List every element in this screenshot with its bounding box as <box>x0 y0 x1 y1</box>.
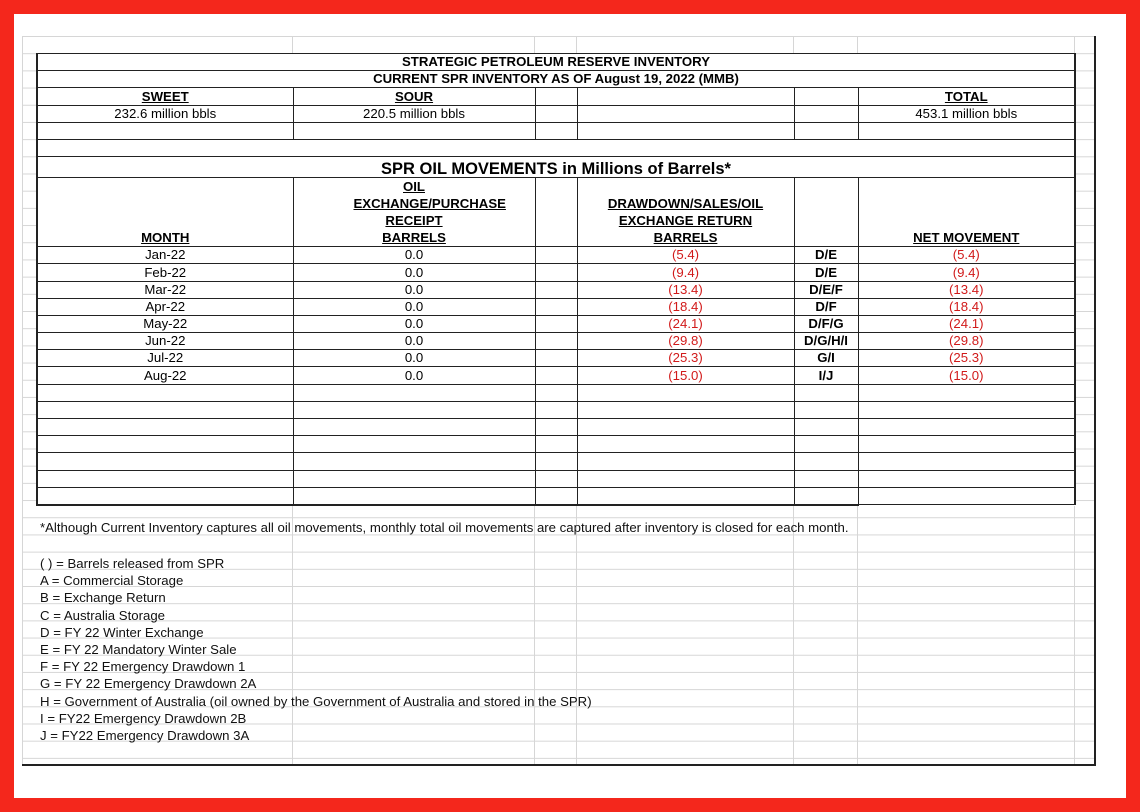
empty-cell <box>577 88 794 105</box>
current-inventory-row <box>37 71 1075 88</box>
month-cell: Jan-22 <box>37 247 293 264</box>
sour-value: 220.5 million bbls <box>293 105 535 122</box>
table-row <box>37 298 1075 315</box>
month-cell: Mar-22 <box>37 281 293 298</box>
blank-row <box>37 436 1075 453</box>
drawdown-cell: (15.0) <box>577 367 794 384</box>
code-cell: D/E <box>794 247 858 264</box>
current-inventory-label: CURRENT SPR INVENTORY AS OF August 19, 2022 (MMB) <box>37 71 1075 88</box>
drawdown-cell: (9.4) <box>577 264 794 281</box>
legend-item: C = Australia Storage <box>40 607 165 623</box>
legend-item: H = Government of Australia (oil owned by the Government of Australia and stored in the SPR) <box>40 693 592 709</box>
blank-row <box>37 419 1075 436</box>
blank-row <box>37 384 1075 401</box>
code-cell: D/G/H/I <box>794 333 858 350</box>
table-row <box>37 350 1075 367</box>
legend-item: A = Commercial Storage <box>40 573 184 589</box>
net-cell: (29.8) <box>858 333 1075 350</box>
month-header: MONTH <box>37 178 293 247</box>
empty-cell <box>535 178 577 247</box>
exchange-header: OIL EXCHANGE/PURCHASE RECEIPT BARRELS <box>293 178 535 247</box>
table-row <box>37 315 1075 332</box>
drawdown-cell: (29.8) <box>577 333 794 350</box>
net-cell: (15.0) <box>858 367 1075 384</box>
code-cell: D/F <box>794 298 858 315</box>
legend <box>40 555 592 744</box>
inventory-value-row <box>37 105 1075 122</box>
empty-cell <box>794 88 858 105</box>
month-cell: Feb-22 <box>37 264 293 281</box>
net-cell: (18.4) <box>858 298 1075 315</box>
table-row <box>37 333 1075 350</box>
net-cell: (25.3) <box>858 350 1075 367</box>
net-cell: (9.4) <box>858 264 1075 281</box>
code-cell: D/E <box>794 264 858 281</box>
empty-cell <box>577 105 794 122</box>
movements-title-row <box>37 157 1075 178</box>
blank-row <box>37 401 1075 418</box>
code-cell: I/J <box>794 367 858 384</box>
net-cell: (13.4) <box>858 281 1075 298</box>
net-cell: (5.4) <box>858 247 1075 264</box>
empty-cell <box>535 105 577 122</box>
sweet-label: SWEET <box>37 88 293 105</box>
receipt-cell: 0.0 <box>293 333 535 350</box>
receipt-cell: 0.0 <box>293 367 535 384</box>
code-cell: D/E/F <box>794 281 858 298</box>
sweet-value: 232.6 million bbls <box>37 105 293 122</box>
blank-row <box>37 122 1075 139</box>
code-cell: G/I <box>794 350 858 367</box>
legend-item: B = Exchange Return <box>40 590 166 606</box>
legend-item: J = FY22 Emergency Drawdown 3A <box>40 728 250 744</box>
net-cell: (24.1) <box>858 315 1075 332</box>
code-cell: D/F/G <box>794 315 858 332</box>
legend-item: F = FY 22 Emergency Drawdown 1 <box>40 659 246 675</box>
empty-cell <box>794 105 858 122</box>
table-row <box>37 281 1075 298</box>
total-value: 453.1 million bbls <box>858 105 1075 122</box>
receipt-cell: 0.0 <box>293 350 535 367</box>
report-title: STRATEGIC PETROLEUM RESERVE INVENTORY <box>37 54 1075 71</box>
month-cell: Jun-22 <box>37 333 293 350</box>
spr-inventory-table <box>36 53 1076 506</box>
blank-row <box>37 470 1075 487</box>
table-row <box>37 247 1075 264</box>
table-row <box>37 367 1075 384</box>
net-header: NET MOVEMENT <box>858 178 1075 247</box>
legend-item: G = FY 22 Emergency Drawdown 2A <box>40 676 257 692</box>
drawdown-cell: (18.4) <box>577 298 794 315</box>
drawdown-cell: (24.1) <box>577 315 794 332</box>
drawdown-cell: (13.4) <box>577 281 794 298</box>
receipt-cell: 0.0 <box>293 315 535 332</box>
receipt-cell: 0.0 <box>293 281 535 298</box>
blank-row <box>37 453 1075 470</box>
blank-row <box>37 487 1075 505</box>
legend-item: D = FY 22 Winter Exchange <box>40 624 204 640</box>
legend-item: ( ) = Barrels released from SPR <box>40 556 225 571</box>
legend-item: I = FY22 Emergency Drawdown 2B <box>40 710 247 726</box>
legend-item: E = FY 22 Mandatory Winter Sale <box>40 642 237 658</box>
inventory-header-row <box>37 88 1075 105</box>
receipt-cell: 0.0 <box>293 247 535 264</box>
movements-title: SPR OIL MOVEMENTS in Millions of Barrels* <box>37 157 1075 178</box>
month-cell: Apr-22 <box>37 298 293 315</box>
empty-cell <box>794 178 858 247</box>
blank-row <box>37 139 1075 156</box>
empty-cell <box>535 88 577 105</box>
movements-header-row <box>37 178 1075 247</box>
table-row <box>37 264 1075 281</box>
title-row <box>37 54 1075 71</box>
total-label: TOTAL <box>858 88 1075 105</box>
receipt-cell: 0.0 <box>293 298 535 315</box>
month-cell: Jul-22 <box>37 350 293 367</box>
drawdown-cell: (5.4) <box>577 247 794 264</box>
sour-label: SOUR <box>293 88 535 105</box>
month-cell: May-22 <box>37 315 293 332</box>
drawdown-header: DRAWDOWN/SALES/OIL EXCHANGE RETURN BARRELS <box>577 178 794 247</box>
month-cell: Aug-22 <box>37 367 293 384</box>
footnote: *Although Current Inventory captures all oil movements, monthly total oil movements are captured after inventory is closed for each month. <box>40 520 849 535</box>
drawdown-cell: (25.3) <box>577 350 794 367</box>
receipt-cell: 0.0 <box>293 264 535 281</box>
